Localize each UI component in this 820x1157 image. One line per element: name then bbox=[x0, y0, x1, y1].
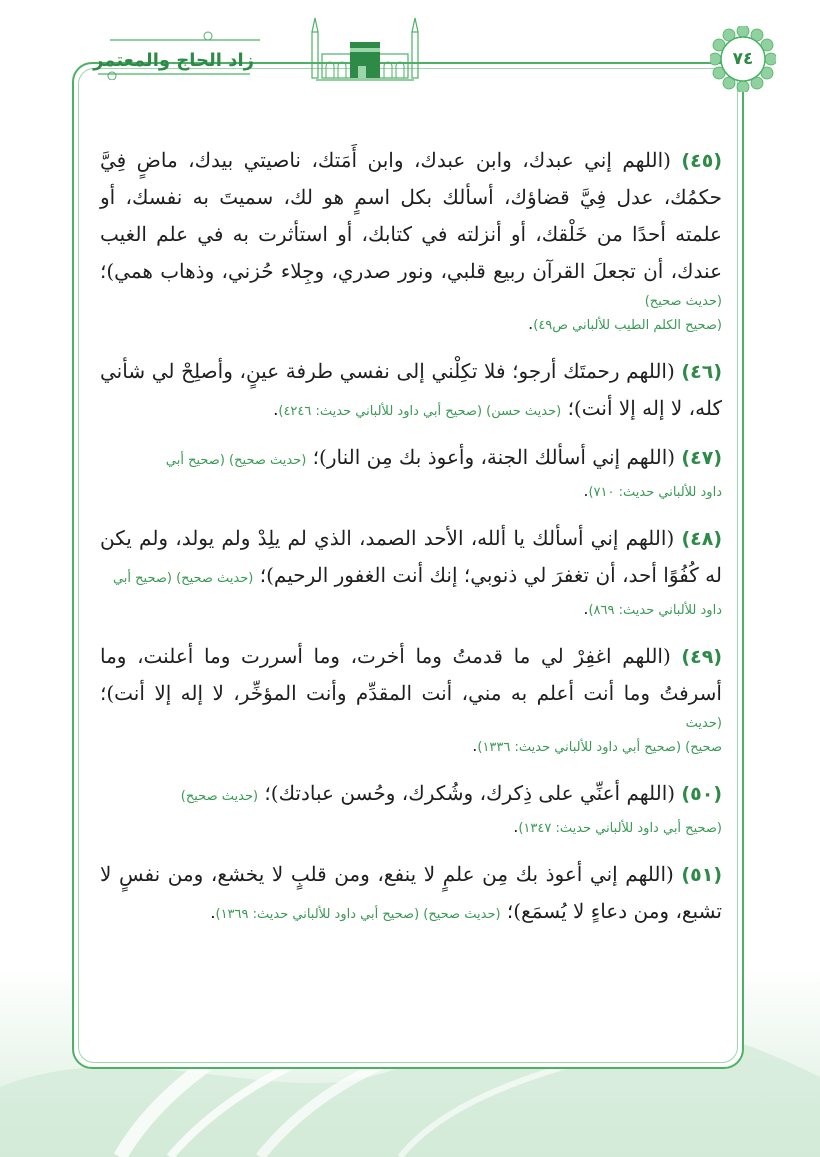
hadith-source: داود للألباني حديث: ٧١٠). bbox=[583, 481, 722, 500]
hadith-grade: (حديث صحيح) (صحيح أبي داود للألباني حديث: ١٣٦٩) bbox=[215, 907, 501, 922]
hadith-grade: (حديث صحيح) (صحيح أبي bbox=[112, 571, 254, 586]
hadith-grade: (حديث صحيح) (صحيح أبي bbox=[165, 453, 307, 468]
hadith-grade: (حديث bbox=[685, 716, 722, 731]
hadith-source: داود للألباني حديث: ٨٦٩). bbox=[583, 599, 722, 618]
dua-text: (اللهم إني أسألك يا ألله، الأحد الصمد، الذي لم يلِدْ ولم يولد، ولم يكن له كُفُوًا أحد، أن تغفرَ لي ذنوبي؛ إنك أنت الغفور الرحيم)؛ bbox=[100, 526, 722, 587]
dua-text: (اللهم اغفِرْ لي ما قدمتُ وما أخرت، وما أسررت وما أعلنت، وما أسرفتُ وما أنت أعلم به مني، أنت المقدِّم وأنت المؤخِّر، لا إله إلا أنت)؛ bbox=[100, 644, 722, 705]
dua-text: (اللهم رحمتَك أرجو؛ فلا تكِلْني إلى نفسي طرفة عينٍ، وأصلِحْ لي شأني كله، لا إله إلا أنت)؛ bbox=[100, 359, 722, 420]
book-title: زاد الحاج والمعتمر bbox=[93, 50, 254, 71]
dua-47 bbox=[100, 439, 722, 508]
hadith-source: (صحيح أبي داود للألباني حديث: ١٣٤٧). bbox=[513, 817, 722, 836]
dua-number: (٥٠) bbox=[681, 783, 722, 805]
dua-number: (٤٩) bbox=[681, 646, 722, 668]
page-number: ٧٤ bbox=[732, 49, 754, 69]
dua-49 bbox=[100, 638, 722, 763]
dua-45 bbox=[100, 142, 722, 341]
kaaba-mosque-icon bbox=[306, 10, 424, 84]
hadith-grade: (حديث حسن) (صحيح أبي داود للألباني حديث: ٤٢٤٦) bbox=[278, 404, 562, 419]
dua-number: (٤٥) bbox=[681, 150, 722, 172]
dua-number: (٤٦) bbox=[681, 361, 722, 383]
dua-text: (اللهم إني أسألك الجنة، وأعوذ بك مِن النار)؛ bbox=[306, 445, 682, 469]
hadith-source: (صحيح الكلم الطيب للألباني ص٤٩). bbox=[528, 314, 722, 333]
dua-number: (٥١) bbox=[681, 864, 722, 886]
dua-46: (٤٦) (اللهم رحمتَك أرجو؛ فلا تكِلْني إلى نفسي طرفة عينٍ، وأصلِحْ لي شأني كله، لا إله إلا أنت)؛ (حديث حسن) (صحيح أبي داود للألباني حديث: ٤٢٤٦). bbox=[100, 359, 722, 420]
dua-51: (٥١) (اللهم إني أعوذ بك مِن علمٍ لا ينفع، ومن قلبٍ لا يخشع، ومن نفسٍ لا تشبع، ومن دعاءٍ لا يُسمَع)؛ (حديث صحيح) (صحيح أبي داود للألباني حديث: ١٣٦٩). bbox=[100, 862, 722, 923]
dua-text: (اللهم إني عبدك، وابن عبدك، وابن أَمَتك، ناصيتي بيدك، ماضٍ فِيَّ حكمُك، عدل فِيَّ قضاؤك، أسألك بكل اسمٍ هو لك، سميتَ به نفسك، أو علمته أحدًا من خَلْقك، أو أنزلته في كتابك، أو استأثرت به في علم الغيب عندك، أن تجعلَ القرآن ربيع قلبي، ونور صدري، وجِلاء حُزني، وذهاب همي)؛ bbox=[100, 148, 722, 283]
dua-number: (٤٧) bbox=[681, 447, 722, 469]
dua-number: (٤٨) bbox=[681, 528, 723, 550]
page-header bbox=[0, 0, 820, 100]
hadith-source: صحيح) (صحيح أبي داود للألباني حديث: ١٣٣٦). bbox=[472, 736, 722, 755]
dua-list bbox=[100, 142, 722, 942]
dua-50 bbox=[100, 775, 722, 844]
hadith-grade: (حديث صحيح) bbox=[644, 294, 722, 309]
dua-text: (اللهم أعنِّي على ذِكرك، وشُكرك، وحُسن عبادتك)؛ bbox=[258, 781, 682, 805]
dua-48 bbox=[100, 520, 722, 626]
hadith-grade: (حديث صحيح) bbox=[180, 789, 259, 804]
dua-text: (اللهم إني أعوذ بك مِن علمٍ لا ينفع، ومن قلبٍ لا يخشع، ومن نفسٍ لا تشبع، ومن دعاءٍ لا يُسمَع)؛ bbox=[100, 862, 722, 923]
